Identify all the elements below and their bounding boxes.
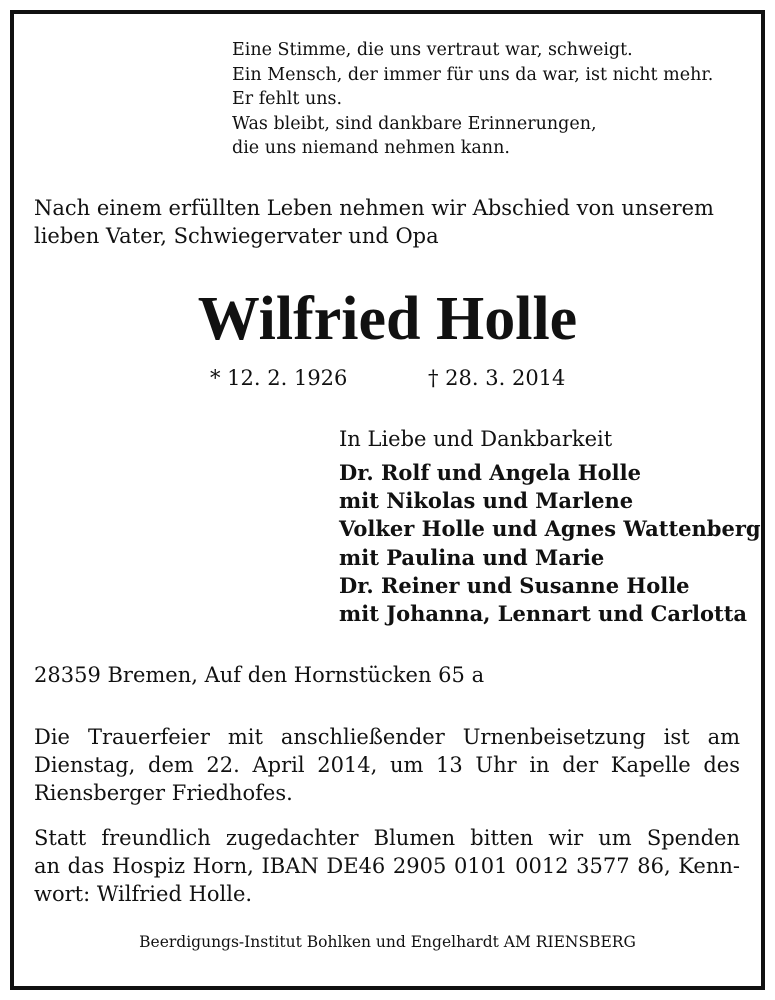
donation-line: an das Hospiz Horn, IBAN DE46 2905 0101 0012 3577 86, Kenn-: [34, 854, 740, 878]
donation-notice: [34, 824, 740, 908]
intro-line: Nach einem erfüllten Leben nehmen wir Abschied von unserem: [34, 196, 714, 220]
funeral-line: Dienstag, dem 22. April 2014, um 13 Uhr in der Kapelle des: [34, 753, 740, 777]
undertaker-credit: Beerdigungs-Institut Bohlken und Engelhardt AM RIENSBERG: [139, 933, 636, 951]
poem-line: Eine Stimme, die uns vertraut war, schweigt.: [232, 40, 633, 60]
poem-line: die uns niemand nehmen kann.: [232, 138, 510, 158]
funeral-notice: [34, 723, 740, 807]
mourner-line: Dr. Rolf und Angela Holle: [339, 460, 641, 485]
poem-line: Was bleibt, sind dankbare Erinnerungen,: [232, 113, 597, 134]
intro-text: [34, 194, 746, 250]
funeral-line: Die Trauerfeier mit anschließender Urnenbeisetzung ist am: [34, 725, 740, 749]
family-address: 28359 Bremen, Auf den Hornstücken 65 a: [34, 663, 485, 687]
mourners-list: [339, 459, 761, 628]
mourner-line: Volker Holle und Agnes Wattenberg: [339, 516, 761, 542]
mourner-line: Dr. Reiner und Susanne Holle: [339, 572, 690, 598]
death-date: † 28. 3. 2014: [428, 366, 566, 390]
poem-line: Er fehlt uns.: [232, 89, 343, 109]
poem-line: Ein Mensch, der immer für uns da war, ist nicht mehr.: [232, 64, 714, 85]
donation-line: Statt freundlich zugedachter Blumen bitten wir um Spenden: [34, 826, 740, 850]
donation-line: wort: Wilfried Holle.: [34, 882, 253, 906]
mourner-line: mit Paulina und Marie: [339, 544, 605, 570]
intro-line: lieben Vater, Schwiegervater und Opa: [34, 224, 439, 248]
mourner-line: mit Johanna, Lennart und Carlotta: [339, 601, 748, 627]
poem: [232, 38, 713, 161]
mourners-intro: In Liebe und Dankbarkeit: [339, 427, 613, 451]
funeral-line: Riensberger Friedhofes.: [34, 781, 293, 805]
birth-date: * 12. 2. 1926: [210, 366, 348, 390]
deceased-name: Wilfried Holle: [197, 285, 578, 353]
mourner-line: mit Nikolas und Marlene: [339, 488, 634, 514]
